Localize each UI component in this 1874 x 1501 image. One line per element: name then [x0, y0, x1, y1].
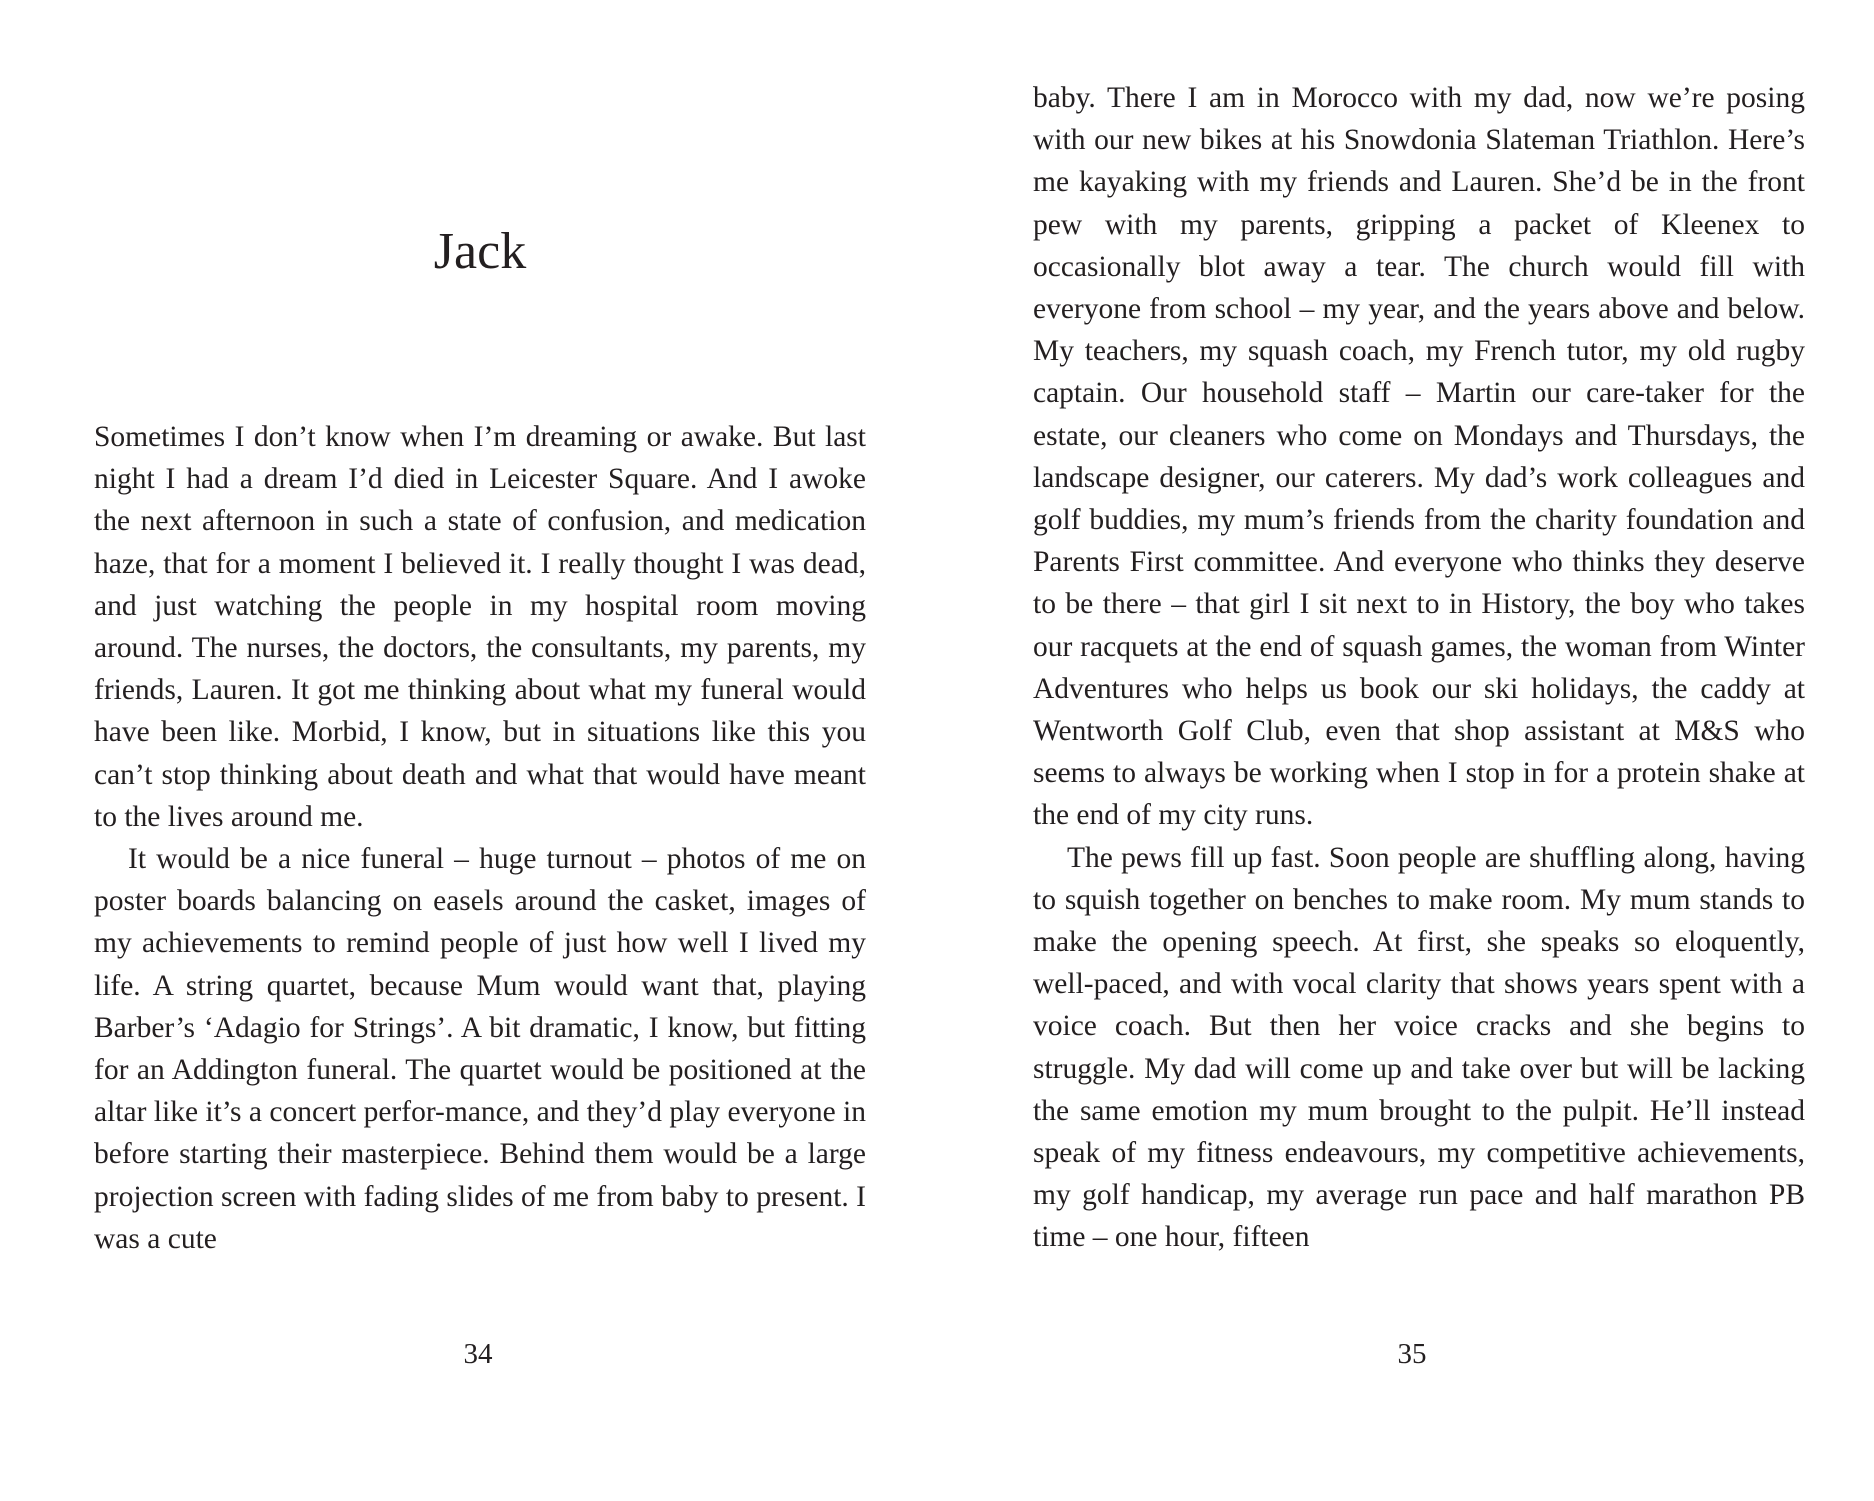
page-number: 34 [463, 1338, 493, 1370]
page-number: 35 [1397, 1338, 1427, 1370]
right-page [937, 0, 1874, 1501]
paragraph: baby. There I am in Morocco with my dad, now we’re posing with our new bikes at his Snowdonia Slateman Triathlon. Here’s me kayaking with my friends and Lauren. She’d be in the front pew with my parents, gripping a packet of Kleenex to occasionally blot away a tear. The church would fill with everyone from school – my year, and the years above and below. My teachers, my squash coach, my French tutor, my old rugby captain. Our household staff – Martin our care-taker for the estate, our cleaners who come on Mondays and Thursdays, the landscape designer, our caterers. My dad’s work colleagues and golf buddies, my mum’s friends from the charity foundation and Parents First committee. And everyone who thinks they deserve to be there – that girl I sit next to in History, the boy who takes our racquets at the end of squash games, the woman from Winter Adventures who helps us book our ski holidays, the caddy at Wentworth Golf Club, even that shop assistant at M&S who seems to always be working when I stop in for a protein shake at the end of my city runs. [1033, 82, 1805, 832]
paragraph: Sometimes I don’t know when I’m dreaming or awake. But last night I had a dream I’d died in Leicester Square. And I awoke the next afternoon in such a state of confusion, and medication haze, that for a moment I believed it. I really thought I was dead, and just watching the people in my hospital room moving around. The nurses, the doctors, the consultants, my parents, my friends, Lauren. It got me thinking about what my funeral would have been like. Morbid, I know, but in situations like this you can’t stop thinking about death and what that would have meant to the lives around me. [94, 421, 866, 833]
chapter-title: Jack [433, 223, 527, 280]
right-page-body [1033, 77, 1805, 1259]
left-page-body [94, 416, 866, 1260]
paragraph: It would be a nice funeral – huge turnout – photos of me on poster boards balancing on easels around the casket, images of my achievements to remind people of just how well I lived my life. A string quartet, because Mum would want that, playing Barber’s ‘Adagio for Strings’. A bit dramatic, I know, but fitting for an Addington funeral. The quartet would be positioned at the altar like it’s a concert perfor-mance, and they’d play everyone in before starting their masterpiece. Behind them would be a large projection screen with fading slides of me from baby to present. I was a cute [94, 843, 866, 1255]
paragraph: The pews fill up fast. Soon people are shuffling along, having to squish together on benches to make room. My mum stands to make the opening speech. At first, she speaks so eloquently, well-paced, and with vocal clarity that shows years spent with a voice coach. But then her voice cracks and she begins to struggle. My dad will come up and take over but will be lacking the same emotion my mum brought to the pulpit. He’ll instead speak of my fitness endeavours, my competitive achievements, my golf handicap, my average run pace and half marathon PB time – one hour, fifteen [1033, 841, 1805, 1254]
